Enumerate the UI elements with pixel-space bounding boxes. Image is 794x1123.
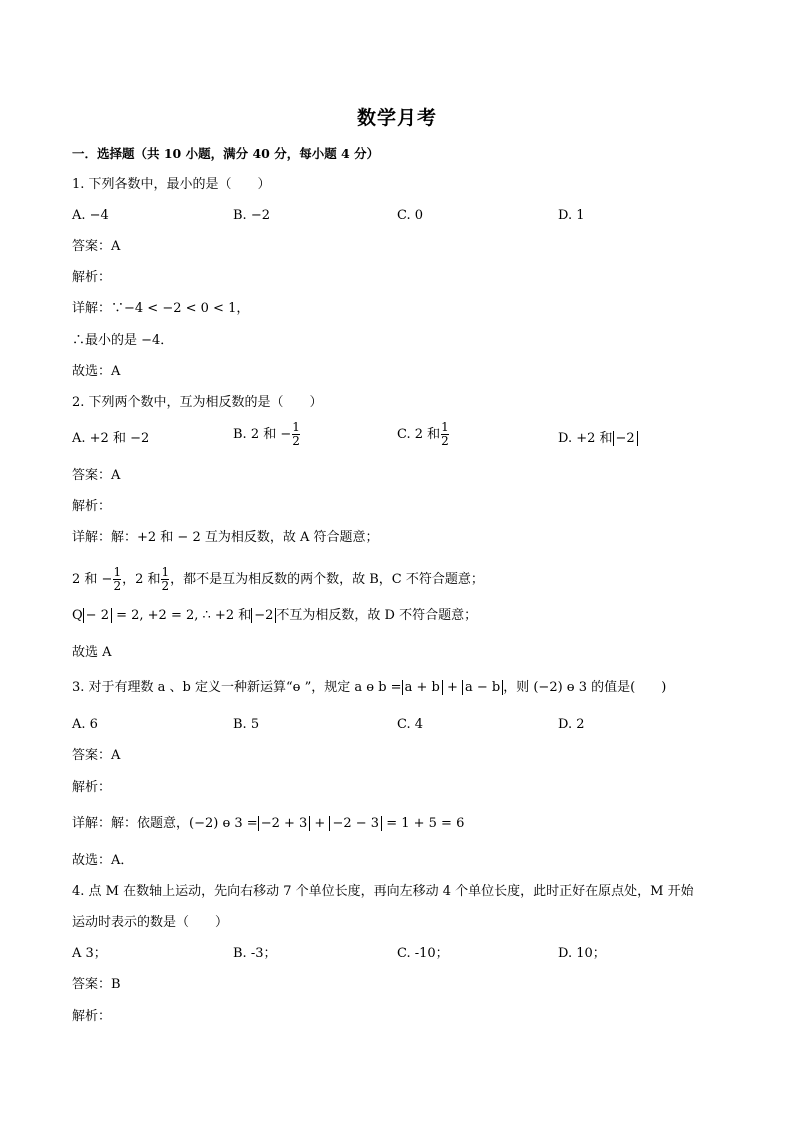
q1-option-a: A. −4 (72, 208, 109, 223)
page-title: 数学月考 (356, 107, 437, 129)
q3-options (72, 716, 732, 734)
q4-stem-line1: 4. 点 M 在数轴上运动，先向右移动 7 个单位长度，再向左移动 4 个单位长度，此时正好在原点处，M 开始 (72, 884, 694, 899)
q3-option-c: C. 4 (397, 717, 424, 732)
q3-option-a: A. 6 (72, 717, 98, 732)
q3-stem-plus: + (442, 680, 462, 695)
fraction-one-half (292, 421, 300, 448)
frac-denominator: 2 (161, 579, 170, 593)
frac-numerator: 1 (161, 565, 170, 579)
q2-line3-symbol: Q (72, 608, 83, 623)
q2-detail: 详解：解：+2 和 − 2 互为相反数，故 A 符合题意； (72, 530, 379, 545)
frac-denominator: 2 (441, 434, 449, 448)
q1-stem: 1. 下列各数中，最小的是（ ） (72, 177, 271, 192)
q2-option-c-text: C. 2 和 (397, 427, 441, 442)
absolute-value: a − b (462, 680, 503, 695)
q1-options (72, 207, 732, 225)
section-heading: 一．选择题（共 10 小题，满分 40 分，每小题 4 分） (72, 146, 380, 161)
q4-option-a: A 3； (72, 946, 107, 961)
q1-option-b: B. −2 (233, 208, 270, 223)
q2-option-d (558, 430, 638, 448)
q3-detail-part2: = 1 + 5 = 6 (382, 816, 465, 831)
q1-choice: 故选：A (72, 364, 121, 379)
q2-line3-part3: 不互为相反数，故 D 不符合题意； (276, 608, 478, 623)
fraction-one-half (441, 421, 449, 448)
absolute-value: −2 + 3 (258, 816, 311, 831)
q1-answer: 答案：A (72, 239, 121, 254)
q3-detail-part1: 详解：解：依题意，(−2) ө 3 = (72, 816, 258, 831)
frac-numerator: 1 (441, 420, 449, 434)
fraction-one-half (161, 566, 169, 593)
q1-analysis: 解析： (72, 270, 112, 285)
q2-line3-part2: = 2, +2 = 2, ∴ +2 和 (111, 608, 252, 623)
absolute-value: −2 (613, 431, 638, 446)
q2-option-b-text: B. 2 和 − (233, 427, 292, 442)
q1-option-c: C. 0 (397, 208, 424, 223)
frac-numerator: 1 (292, 420, 300, 434)
q3-option-b: B. 5 (233, 717, 260, 732)
q2-line2-part3: ，都不是互为相反数的两个数，故 B，C 不符合题意； (170, 572, 484, 587)
q3-stem (72, 679, 666, 697)
q2-option-a: A. +2 和 −2 (72, 431, 150, 446)
absolute-value: −2 (251, 608, 276, 623)
q2-option-d-text: D. +2 和 (558, 431, 613, 446)
q2-options (72, 420, 732, 448)
q2-answer: 答案：A (72, 468, 121, 483)
q3-choice: 故选：A． (72, 853, 134, 868)
absolute-value: − 2 (83, 608, 112, 623)
q3-option-d: D. 2 (558, 717, 585, 732)
q3-analysis: 解析： (72, 780, 112, 795)
q1-detail: 详解：∵−4 < −2 < 0 < 1， (72, 301, 250, 316)
q2-stem: 2. 下列两个数中，互为相反数的是（ ） (72, 395, 323, 410)
q4-options (72, 945, 732, 963)
absolute-value: −2 − 3 (329, 816, 382, 831)
q1-conclusion: ∴最小的是 −4． (72, 333, 174, 348)
q3-answer: 答案：A (72, 748, 121, 763)
frac-denominator: 2 (113, 579, 122, 593)
q1-option-d: D. 1 (558, 208, 585, 223)
q4-analysis: 解析： (72, 1009, 112, 1024)
frac-denominator: 2 (292, 434, 300, 448)
q4-option-d: D. 10； (558, 946, 606, 961)
q2-line2-part2: ，2 和 (122, 572, 161, 587)
q2-option-c (397, 421, 450, 448)
q3-detail-plus: + (310, 816, 330, 831)
frac-numerator: 1 (113, 565, 122, 579)
absolute-value: a + b (402, 680, 443, 695)
q4-answer: 答案：B (72, 977, 121, 992)
q4-option-c: C. -10； (397, 946, 449, 961)
q3-stem-part2: ，则 (−2) ө 3 的值是( ) (503, 680, 667, 695)
q2-line2-part1: 2 和 − (72, 572, 113, 587)
fraction-one-half (113, 566, 121, 593)
q4-option-b: B. -3； (233, 946, 277, 961)
q2-option-b (233, 421, 301, 448)
q3-stem-part1: 3. 对于有理数 a 、b 定义一种新运算“ө ”，规定 a ө b = (72, 680, 402, 695)
q3-detail (72, 815, 464, 833)
q2-choice: 故选 A (72, 645, 112, 660)
q2-analysis: 解析： (72, 499, 112, 514)
q4-stem-line2: 运动时表示的数是（ ） (72, 915, 229, 930)
q2-detail-line3 (72, 607, 477, 625)
q2-detail-line2 (72, 566, 484, 593)
